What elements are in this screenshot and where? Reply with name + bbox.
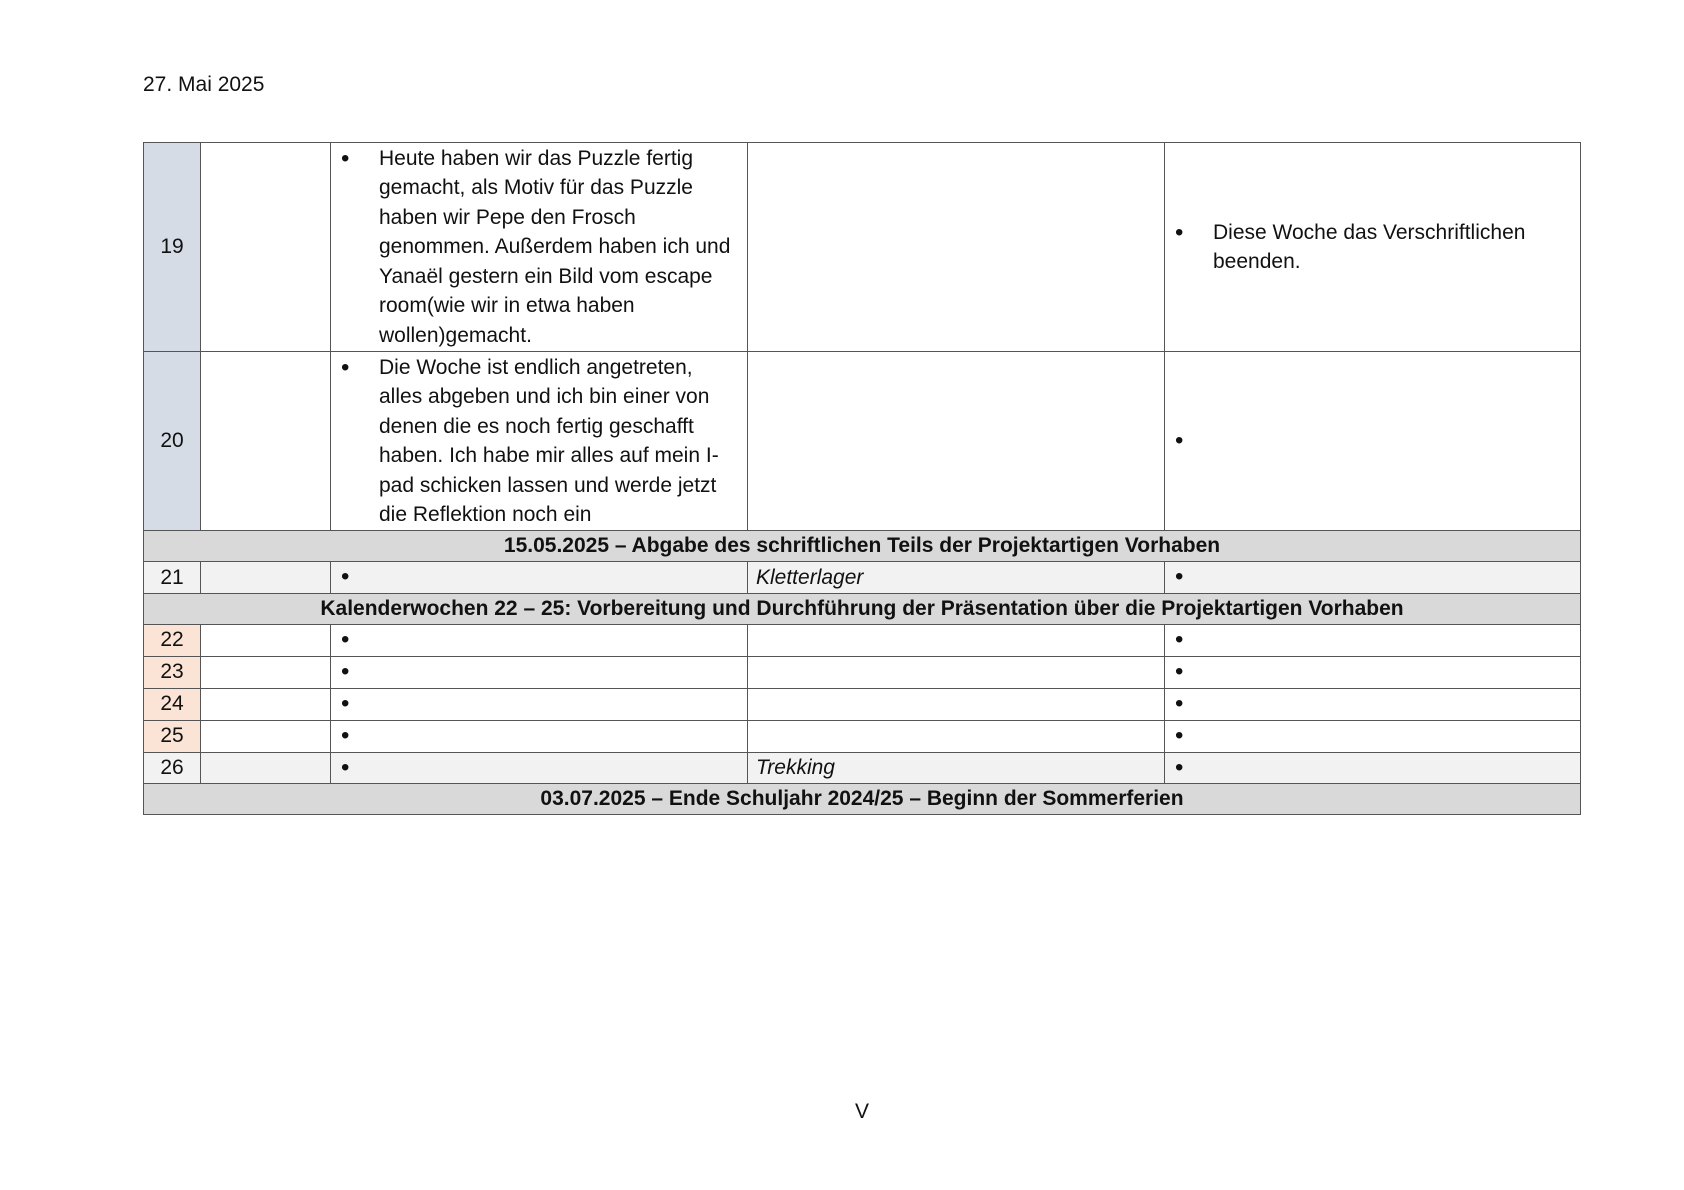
- weekly-plan-table: [143, 142, 1581, 815]
- week-number: 22: [144, 624, 201, 656]
- banner-text: 03.07.2025 – Ende Schuljahr 2024/25 – Beginn der Sommerferien: [144, 784, 1581, 815]
- reflection-cell: [331, 752, 748, 784]
- event-cell: [748, 656, 1165, 688]
- plan-text: • Diese Woche das Verschriftlichen beenden.: [1173, 218, 1572, 277]
- plan-cell: [1165, 562, 1581, 594]
- week-number: 25: [144, 720, 201, 752]
- bullet-marker: •: [1175, 721, 1184, 749]
- reflection-cell: [331, 624, 748, 656]
- reflection-text: • Die Woche ist endlich angetreten, alles abgeben und ich bin einer von denen die es noch fertig geschafft haben. Ich habe mir alles auf mein I-pad schicken lassen und werde jetzt die Reflektion noch ein: [339, 353, 739, 530]
- date-cell: [201, 143, 331, 352]
- week-number: 26: [144, 752, 201, 784]
- plan-cell: [1165, 352, 1581, 531]
- reflection-cell: [331, 143, 748, 352]
- bullet-marker: •: [1175, 689, 1184, 717]
- week-number: 20: [144, 352, 201, 531]
- plan-cell: [1165, 688, 1581, 720]
- banner-row-abgabe: [144, 531, 1581, 562]
- bullet-marker: •: [341, 689, 350, 717]
- bullet-marker: •: [1175, 657, 1184, 685]
- bullet-marker: •: [341, 563, 350, 590]
- date-cell: [201, 688, 331, 720]
- date-cell: [201, 624, 331, 656]
- reflection-cell: [331, 352, 748, 531]
- bullet-marker: •: [341, 625, 350, 653]
- plan-cell: [1165, 720, 1581, 752]
- bullet-marker: •: [1175, 426, 1184, 454]
- date-cell: [201, 562, 331, 594]
- event-cell: [748, 352, 1165, 531]
- plan-cell: [1165, 143, 1581, 352]
- page-number: V: [854, 1100, 869, 1123]
- event-cell: Kletterlager: [748, 562, 1165, 594]
- date-cell: [201, 656, 331, 688]
- banner-text: 15.05.2025 – Abgabe des schriftlichen Teils der Projektartigen Vorhaben: [144, 531, 1581, 562]
- event-cell: Trekking: [748, 752, 1165, 784]
- banner-row-ende: [144, 784, 1581, 815]
- week-number: 23: [144, 656, 201, 688]
- date-cell: [201, 720, 331, 752]
- bullet-marker: •: [1175, 753, 1184, 781]
- table-row-week-25: [144, 720, 1581, 752]
- bullet-marker: •: [341, 753, 350, 781]
- table-row-week-26: [144, 752, 1581, 784]
- plan-cell: [1165, 656, 1581, 688]
- week-number: 24: [144, 688, 201, 720]
- event-cell: [748, 688, 1165, 720]
- table-row-week-21: [144, 562, 1581, 594]
- bullet-marker: •: [341, 721, 350, 749]
- table-row-week-20: [144, 352, 1581, 531]
- event-cell: [748, 143, 1165, 352]
- event-cell: [748, 720, 1165, 752]
- week-number: 19: [144, 143, 201, 352]
- date-cell: [201, 752, 331, 784]
- table-row-week-23: [144, 656, 1581, 688]
- reflection-text: • Heute haben wir das Puzzle fertig gemacht, als Motiv für das Puzzle haben wir Pepe den Frosch genommen. Außerdem haben ich und Yanaël gestern ein Bild vom escape room(wie wir in etwa haben wollen)gemacht.: [339, 144, 739, 351]
- bullet-marker: •: [1175, 625, 1184, 653]
- table-row-week-24: [144, 688, 1581, 720]
- plan-cell: [1165, 624, 1581, 656]
- reflection-cell: [331, 720, 748, 752]
- bullet-marker: •: [341, 657, 350, 685]
- table-row-week-19: [144, 143, 1581, 352]
- reflection-cell: [331, 562, 748, 594]
- week-number: 21: [144, 562, 201, 594]
- date-cell: [201, 352, 331, 531]
- banner-text: Kalenderwochen 22 – 25: Vorbereitung und Durchführung der Präsentation über die Projektartigen Vorhaben: [144, 593, 1581, 624]
- plan-cell: [1165, 752, 1581, 784]
- banner-row-praesentation: [144, 593, 1581, 624]
- reflection-cell: [331, 688, 748, 720]
- reflection-cell: [331, 656, 748, 688]
- event-cell: [748, 624, 1165, 656]
- bullet-marker: •: [1175, 563, 1184, 590]
- table-row-week-22: [144, 624, 1581, 656]
- header-date: 27. Mai 2025: [143, 73, 265, 96]
